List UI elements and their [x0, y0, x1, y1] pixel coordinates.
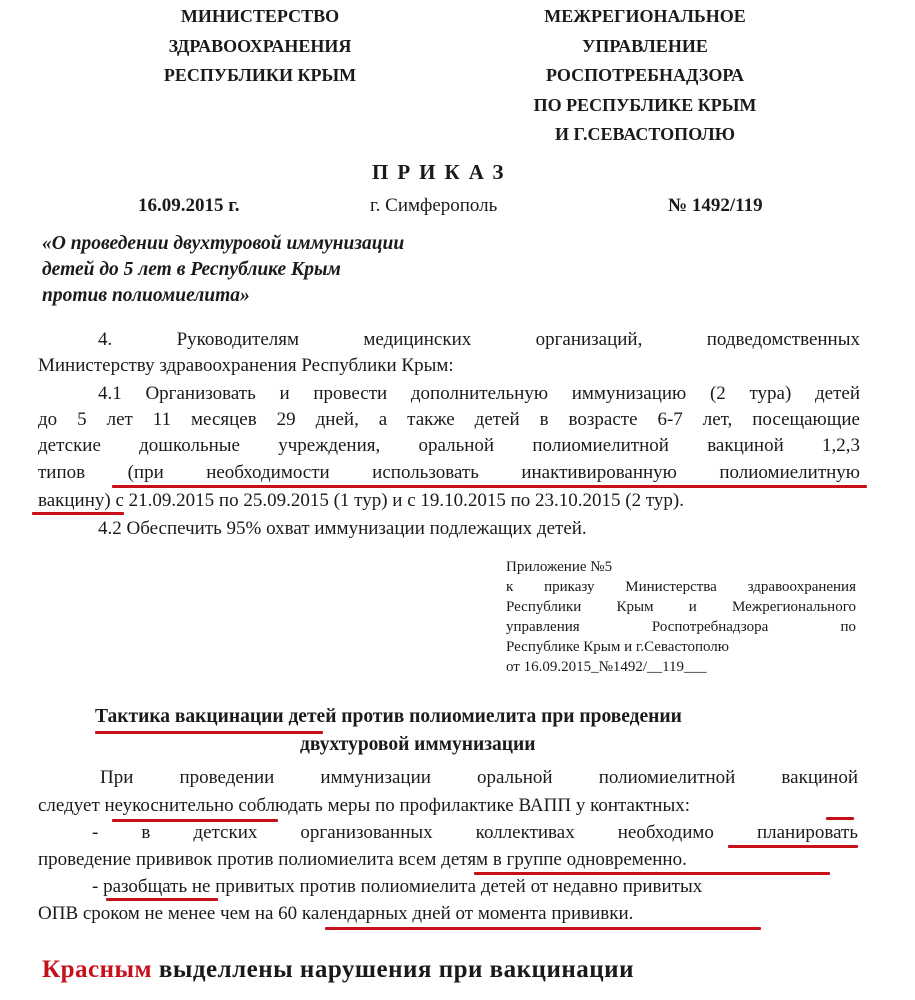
tactics-line: - в детских организованных коллективах необходимо планировать — [92, 822, 858, 843]
p41-line: типов (при необходимости использовать инактивированную полиомиелитную — [38, 462, 860, 483]
appendix-block — [506, 557, 856, 677]
p4-line: 4. Руководителям медицинских организаций, подведомственных — [98, 329, 860, 350]
appendix-line: управления Роспотребнадзора по — [506, 619, 856, 635]
red-underline — [826, 817, 854, 820]
footer-rest: выделлены нарушения при вакцинации — [152, 956, 634, 983]
tactics-line: проведение прививок против полиомиелита всем детям в группе одновременно. — [38, 849, 687, 870]
order-subject-line: «О проведении двухтуровой иммунизации — [42, 233, 405, 254]
p41-line: вакцину) с 21.09.2015 по 25.09.2015 (1 тур) и с 19.10.2015 по 23.10.2015 (2 тур). — [38, 490, 684, 511]
header-left-line: РЕСПУБЛИКИ КРЫМ — [163, 65, 357, 85]
p41-line: до 5 лет 11 месяцев 29 дней, а также детей в возрасте 6-7 лет, посещающие — [38, 409, 860, 430]
red-underline — [112, 485, 867, 488]
red-underline — [325, 927, 761, 930]
header-right-line: ПО РЕСПУБЛИКЕ КРЫМ — [533, 94, 757, 115]
tactics-title: Тактика вакцинации детей против полиомиелита при проведении — [95, 706, 682, 727]
order-city: г. Симферополь — [370, 195, 498, 216]
order-date: 16.09.2015 г. — [138, 195, 240, 216]
tactics-title: двухтуровой иммунизации — [300, 734, 536, 755]
p41-line: детские дошкольные учреждения, оральной полиомиелитной вакциной 1,2,3 — [38, 435, 860, 456]
p42-line: 4.2 Обеспечить 95% охват иммунизации подлежащих детей. — [98, 518, 587, 539]
header-left-line: ЗДРАВООХРАНЕНИЯ — [168, 35, 352, 56]
header-left-line: МИНИСТЕРСТВО — [180, 6, 340, 26]
red-underline — [32, 512, 124, 515]
red-underline — [474, 872, 830, 875]
red-underline — [728, 845, 858, 848]
tactics-line: ОПВ сроком не менее чем на 60 календарных дней от момента прививки. — [38, 903, 634, 924]
appendix-line: Республики Крым и Межрегионального — [506, 599, 856, 615]
footer-caption — [42, 956, 634, 984]
order-number: № 1492/119 — [668, 195, 763, 216]
order-subject — [42, 231, 404, 309]
p41-line: 4.1 Организовать и провести дополнительную иммунизацию (2 тура) детей — [98, 383, 860, 404]
header-right-line: УПРАВЛЕНИЕ — [582, 35, 708, 56]
order-title: ПРИКАЗ — [372, 160, 513, 184]
header-right-line: И Г.СЕВАСТОПОЛЮ — [555, 124, 735, 144]
header-right-line: РОСПОТРЕБНАДЗОРА — [545, 65, 745, 85]
appendix-line: к приказу Министерства здравоохранения — [506, 579, 856, 595]
tactics-line: При проведении иммунизации оральной полиомиелитной вакциной — [100, 767, 858, 788]
tactics-line: следует неукоснительно соблюдать меры по профилактике ВАПП у контактных: — [38, 795, 690, 816]
header-right-line: МЕЖРЕГИОНАЛЬНОЕ — [544, 6, 746, 26]
tactics-line: - разобщать не привитых против полиомиелита детей от недавно привитых — [92, 876, 703, 897]
appendix-line: от 16.09.2015_№1492/__119___ — [506, 659, 707, 675]
appendix-line: Республике Крым и г.Севастополю — [506, 639, 729, 655]
red-underline — [106, 898, 218, 901]
red-underline — [95, 731, 323, 734]
order-subject-line: против полиомиелита» — [42, 285, 250, 306]
red-underline — [112, 819, 278, 822]
p4-line: Министерству здравоохранения Республики Крым: — [38, 355, 454, 376]
header-left — [150, 2, 370, 91]
appendix-line: Приложение №5 — [506, 559, 613, 575]
header-right — [500, 2, 790, 150]
footer-red-word: Красным — [42, 956, 153, 983]
order-subject-line: детей до 5 лет в Республике Крым — [42, 259, 341, 280]
